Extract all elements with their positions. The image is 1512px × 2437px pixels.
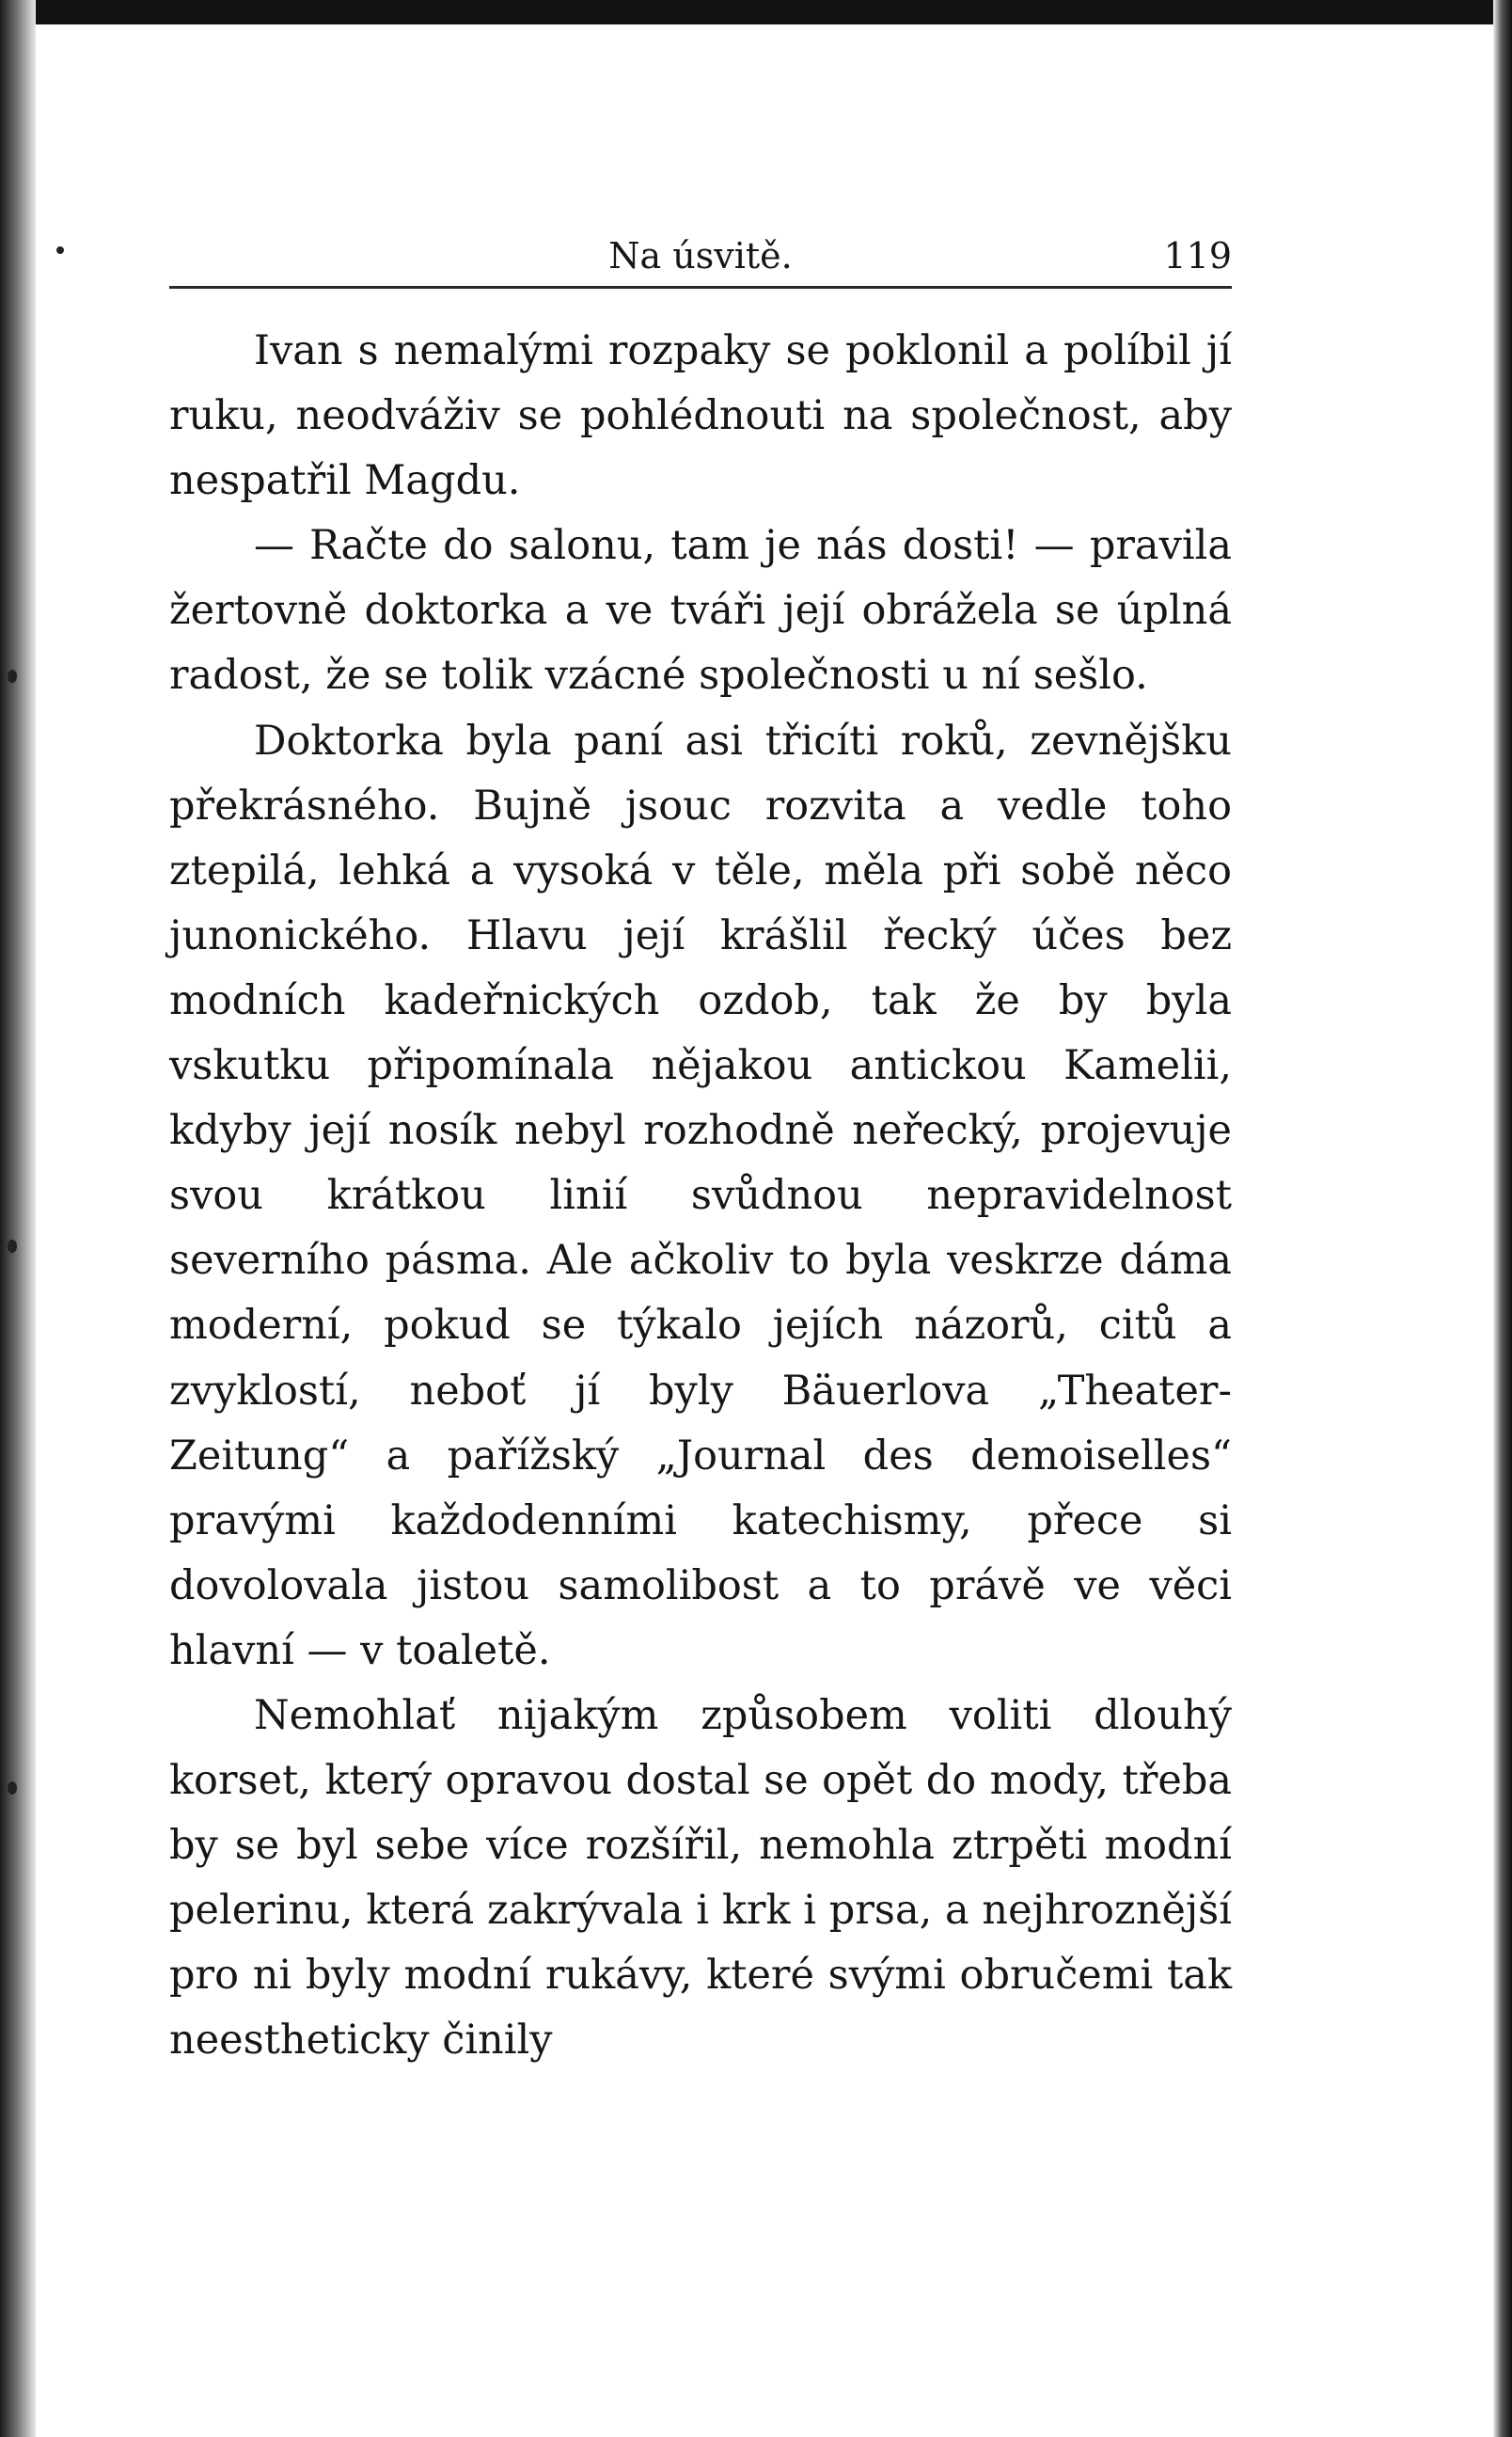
margin-speck <box>8 1781 17 1795</box>
margin-speck <box>8 1240 17 1253</box>
scan-right-edge <box>1493 0 1512 2437</box>
running-title: Na úsvitě. <box>608 235 793 277</box>
running-header <box>169 226 1232 289</box>
scan-top-edge <box>0 0 1512 24</box>
margin-speck <box>56 246 64 254</box>
book-binding-edge <box>0 0 36 2437</box>
paragraph: Doktorka byla paní asi třicíti roků, zevnějšku překrásného. Bujně jsouc rozvita a vedle toho ztepilá, lehká a vysoká v těle, měla při sobě něco junonického. Hlavu její krášlil řecký účes bez modních kadeřnických ozdob, tak že by byla vskutku připomínala nějakou antickou Kamelii, kdyby její nosík nebyl rozhodně neřecký, projevuje svou krátkou linií svůdnou nepravidelnost severního pásma. Ale ačkoliv to byla veskrze dáma moderní, pokud se týkalo jejích názorů, citů a zvyklostí, neboť jí byly Bäuerlova „Theater-Zeitung“ a pařížský „Journal des demoiselles“ pravými každodenními katechismy, přece si dovolovala jistou samolibost a to právě ve věci hlavní — v toaletě. <box>169 717 1232 1674</box>
paragraph: Ivan s nemalými rozpaky se poklonil a políbil jí ruku, neodváživ se pohlédnouti na společnost, aby nespatřil Magdu. <box>169 327 1232 505</box>
paragraph: Nemohlať nijakým způsobem voliti dlouhý korset, který opravou dostal se opět do mody, třeba by se byl sebe více rozšířil, nemohla ztrpěti modní pelerinu, která zakrývala i krk i prsa, a nejhroznější pro ni byly modní rukávy, které svými obručemi tak neestheticky činily <box>169 1691 1232 2065</box>
page-content <box>169 226 1232 2074</box>
margin-speck <box>8 670 17 683</box>
page-number: 119 <box>1163 235 1232 277</box>
body-text <box>169 319 1232 2074</box>
paragraph: — Račte do salonu, tam je nás dosti! — pravila žertovně doktorka a ve tváři její obrážela se úplná radost, že se tolik vzácné společnosti u ní sešlo. <box>169 522 1232 700</box>
